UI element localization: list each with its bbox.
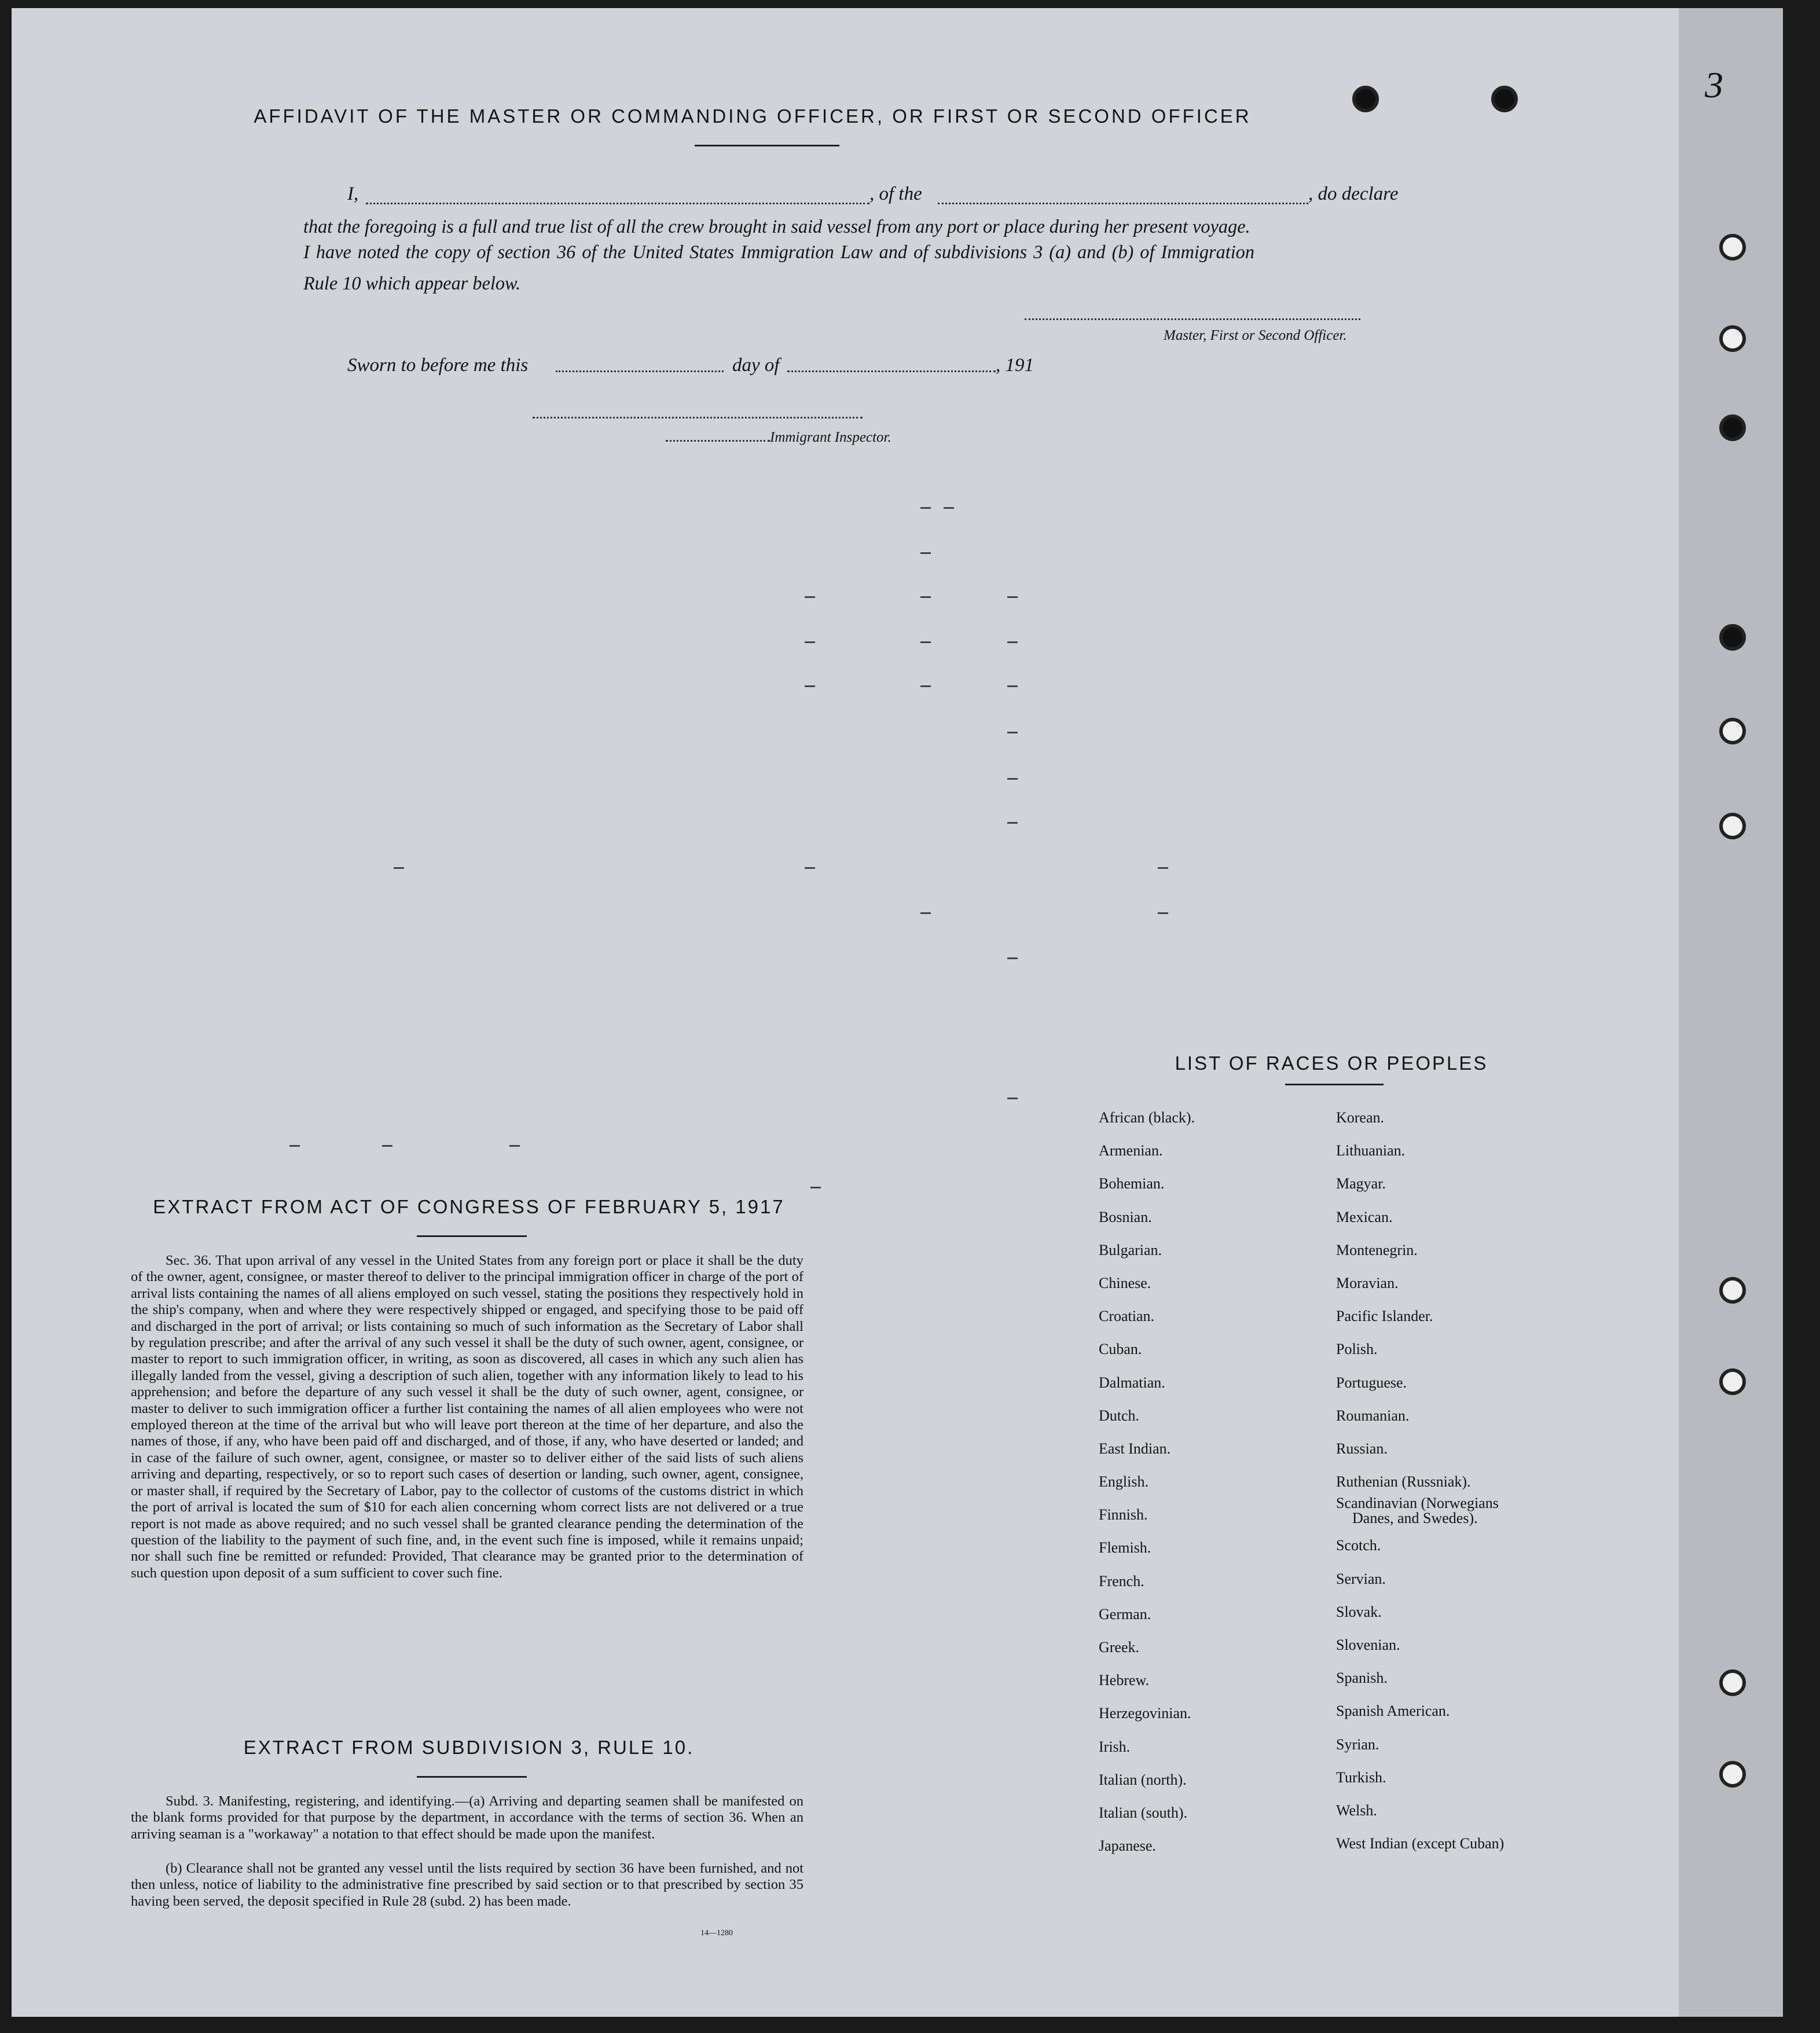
table-dash: [1158, 867, 1168, 869]
act-rule: [417, 1235, 527, 1237]
table-dash: [289, 1145, 300, 1147]
race-item: Korean.: [1336, 1109, 1385, 1126]
race-item: Bosnian.: [1099, 1208, 1152, 1225]
table-dash: [1007, 596, 1018, 598]
race-item: Ruthenian (Russniak).: [1336, 1473, 1471, 1491]
table-dash: [805, 685, 815, 687]
race-item: Croatian.: [1099, 1308, 1155, 1325]
act-title: EXTRACT FROM ACT OF CONGRESS OF FEBRUARY 5, 1917: [153, 1196, 785, 1217]
punch-hole: [1719, 414, 1746, 441]
table-dash: [1007, 822, 1018, 824]
race-item: Italian (north).: [1099, 1771, 1187, 1788]
race-item-scandinavian: [1336, 1496, 1504, 1529]
race-item: English.: [1099, 1473, 1148, 1491]
signature-caption: Master, First or Second Officer.: [1164, 328, 1347, 343]
race-item: Magyar.: [1336, 1175, 1386, 1192]
race-item: Japanese.: [1099, 1837, 1156, 1855]
races-right-column: [1336, 1101, 1504, 1860]
race-item: Slovak.: [1336, 1603, 1382, 1620]
table-dash: [394, 867, 404, 869]
table-dash: [944, 507, 954, 509]
vessel-blank[interactable]: [938, 203, 1308, 204]
races-rule: [1285, 1084, 1384, 1085]
race-item: Dutch.: [1099, 1407, 1140, 1424]
race-item: Portuguese.: [1336, 1374, 1407, 1391]
race-item: Welsh.: [1336, 1801, 1377, 1819]
sworn-day-blank[interactable]: [556, 370, 724, 372]
affidavit-title: AFFIDAVIT OF THE MASTER OR COMMANDING OFFICER, OR FIRST OR SECOND OFFICER: [254, 105, 1252, 127]
binding-margin: [1679, 8, 1783, 2017]
race-item: Scotch.: [1336, 1537, 1381, 1554]
punch-hole: [1719, 1669, 1746, 1696]
rule-rule: [417, 1776, 527, 1778]
race-item: Finnish.: [1099, 1506, 1148, 1524]
act-section-36: Sec. 36. That upon arrival of any vessel in the United States from any foreign port or place it shall be the duty of the owner, agent, consignee, or master thereof to deliver to the principal immigration officer in charge of the port of arrival lists containing the names of all aliens employed on such vessel, stating the positions they respectively hold in the ship's company, when and where they were respectively shipped or engaged, and specifying those to be paid off and discharged in the port of arrival; or lists containing so much of such information as the Secretary of Labor shall by regulation prescribe; and after the arrival of any such vessel it shall be the duty of such owner, agent, consignee, or master to report to such immigration officer, in writing, as soon as discovered, all cases in which any such alien has illegally landed from the vessel, giving a description of such alien, together with any information likely to lead to his apprehension; and before the departure of any such vessel it shall be the duty of such owner, agent, consignee, or master to deliver to such immigration officer a further list containing the names of all alien employees who were not employed thereon at the time of the arrival but who will leave port thereon at the time of her departure, and also the names of those, if any, who have been paid off and discharged, and of those, if any, who have deserted or landed; and in case of the failure of such owner, agent, consignee, or master so to deliver either of the said lists of such aliens arriving and departing, respectively, or so to report such cases of desertion or landing, such owner, agent, consignee, or master shall, if required by the Secretary of Labor, pay to the collector of customs of the customs district in which the port of arrival is located the sum of $10 for each alien concerning whom correct lists are not delivered or a true report is not made as above required; and no such vessel shall be granted clearance pending the determination of the question of the liability to the payment of such fine, and, in the event such fine is imposed, while it remains unpaid; nor shall such fine be remitted or refunded: Provided, That clearance may be granted prior to the determination of such question upon deposit of a sum sufficient to cover such fine.: [131, 1253, 803, 1581]
table-dash: [920, 912, 931, 914]
race-item: Hebrew.: [1099, 1672, 1150, 1689]
table-dash: [920, 507, 931, 509]
inspector-blank-short: [666, 440, 770, 442]
punch-hole: [1719, 1277, 1746, 1304]
race-item: Flemish.: [1099, 1539, 1151, 1557]
table-dash: [1007, 732, 1018, 733]
affidavit-do-declare: , do declare: [1308, 184, 1399, 204]
race-item: Greek.: [1099, 1639, 1140, 1656]
rule-paragraph-b: (b) Clearance shall not be granted any vessel until the lists required by section 36 have been furnished, and not then unless, notice of liability to the administrative fine prescribed by said section or to that prescribed by section 35 having been served, the deposit specified in Rule 28 (subd. 2) has been made.: [131, 1860, 803, 1909]
race-item: Bulgarian.: [1099, 1241, 1162, 1258]
table-dash: [1007, 1098, 1018, 1099]
race-item: West Indian (except Cuban): [1336, 1835, 1505, 1852]
race-item: Cuban.: [1099, 1341, 1142, 1358]
race-item: Russian.: [1336, 1440, 1388, 1457]
table-dash: [1158, 912, 1168, 914]
table-dash: [805, 596, 815, 598]
race-item: Armenian.: [1099, 1142, 1163, 1159]
sworn-prefix: Sworn to before me this: [347, 355, 529, 376]
table-dash: [920, 596, 931, 598]
punch-hole: [1352, 86, 1379, 112]
punch-hole: [1719, 1761, 1746, 1788]
race-item: Spanish American.: [1336, 1702, 1450, 1720]
name-blank[interactable]: [366, 203, 869, 204]
sworn-year: , 191: [996, 355, 1034, 376]
signature-blank[interactable]: [1025, 318, 1360, 320]
race-item: Mexican.: [1336, 1208, 1393, 1225]
race-item: Chinese.: [1099, 1274, 1151, 1291]
race-item: Moravian.: [1336, 1274, 1399, 1291]
punch-hole: [1719, 234, 1746, 260]
inspector-caption: Immigrant Inspector.: [770, 430, 891, 445]
race-item: Lithuanian.: [1336, 1142, 1406, 1159]
race-item: Roumanian.: [1336, 1407, 1410, 1424]
race-item: Pacific Islander.: [1336, 1308, 1433, 1325]
race-item: French.: [1099, 1572, 1144, 1590]
race-item: Bohemian.: [1099, 1175, 1165, 1192]
race-item: German.: [1099, 1605, 1151, 1623]
table-dash: [810, 1187, 821, 1188]
race-scandinavian-line2: Danes, and Swedes).: [1352, 1510, 1478, 1527]
table-dash: [509, 1145, 520, 1147]
table-dash: [1007, 685, 1018, 687]
rule-paragraph-a: Subd. 3. Manifesting, registering, and identifying.—(a) Arriving and departing seamen shall be manifested on the blank forms provided for that purpose by the department, in accordance with the terms of section 36. When an arriving seaman is a "workaway" a notation to that effect should be made upon the manifest.: [131, 1793, 803, 1842]
rule-title: EXTRACT FROM SUBDIVISION 3, RULE 10.: [243, 1737, 695, 1758]
form-number: 14—1280: [700, 1929, 733, 1937]
inspector-blank[interactable]: [533, 417, 863, 419]
races-left-column: [1099, 1101, 1195, 1862]
table-dash: [920, 641, 931, 643]
race-item: Italian (south).: [1099, 1804, 1188, 1821]
punch-hole: [1491, 86, 1518, 112]
punch-hole: [1719, 813, 1746, 839]
race-item: Herzegovinian.: [1099, 1705, 1191, 1722]
race-item: Montenegrin.: [1336, 1241, 1418, 1258]
table-dash: [805, 867, 815, 869]
punch-hole: [1719, 1368, 1746, 1395]
race-item: Dalmatian.: [1099, 1374, 1165, 1391]
sworn-day-of: day of: [732, 355, 780, 376]
sworn-month-blank[interactable]: [787, 370, 996, 372]
table-dash: [920, 685, 931, 687]
affidavit-of-the: , of the: [869, 184, 922, 204]
race-scandinavian-line1: Scandinavian (Norwegians: [1336, 1495, 1499, 1512]
affidavit-line-3: I have noted the copy of section 36 of the United States Immigration Law and of subdivisions 3 (a) and (b) of Immigration: [303, 241, 1254, 262]
races-title: LIST OF RACES OR PEOPLES: [1175, 1052, 1488, 1074]
affidavit-line-2: that the foregoing is a full and true list of all the crew brought in said vessel from any port or place during her present voyage.: [303, 216, 1250, 237]
race-item: Spanish.: [1336, 1669, 1388, 1687]
punch-hole: [1719, 718, 1746, 744]
table-dash: [1007, 641, 1018, 643]
punch-hole: [1719, 624, 1746, 651]
affidavit-line-4: Rule 10 which appear below.: [303, 273, 521, 293]
race-item: African (black).: [1099, 1109, 1195, 1126]
page-number: 3: [1705, 64, 1723, 105]
race-item: East Indian.: [1099, 1440, 1171, 1457]
race-item: Syrian.: [1336, 1735, 1379, 1753]
affidavit-i: I,: [347, 184, 359, 204]
table-dash: [382, 1145, 392, 1147]
punch-hole: [1719, 325, 1746, 352]
table-dash: [805, 641, 815, 643]
race-item: Irish.: [1099, 1738, 1131, 1755]
manifest-page: [12, 8, 1783, 2017]
race-item: Turkish.: [1336, 1768, 1386, 1786]
race-item: Servian.: [1336, 1570, 1386, 1587]
table-dash: [1007, 778, 1018, 780]
table-dash: [920, 552, 931, 554]
title-rule: [695, 145, 839, 146]
race-item: Slovenian.: [1336, 1636, 1400, 1653]
race-item: Polish.: [1336, 1341, 1378, 1358]
table-dash: [1007, 957, 1018, 959]
